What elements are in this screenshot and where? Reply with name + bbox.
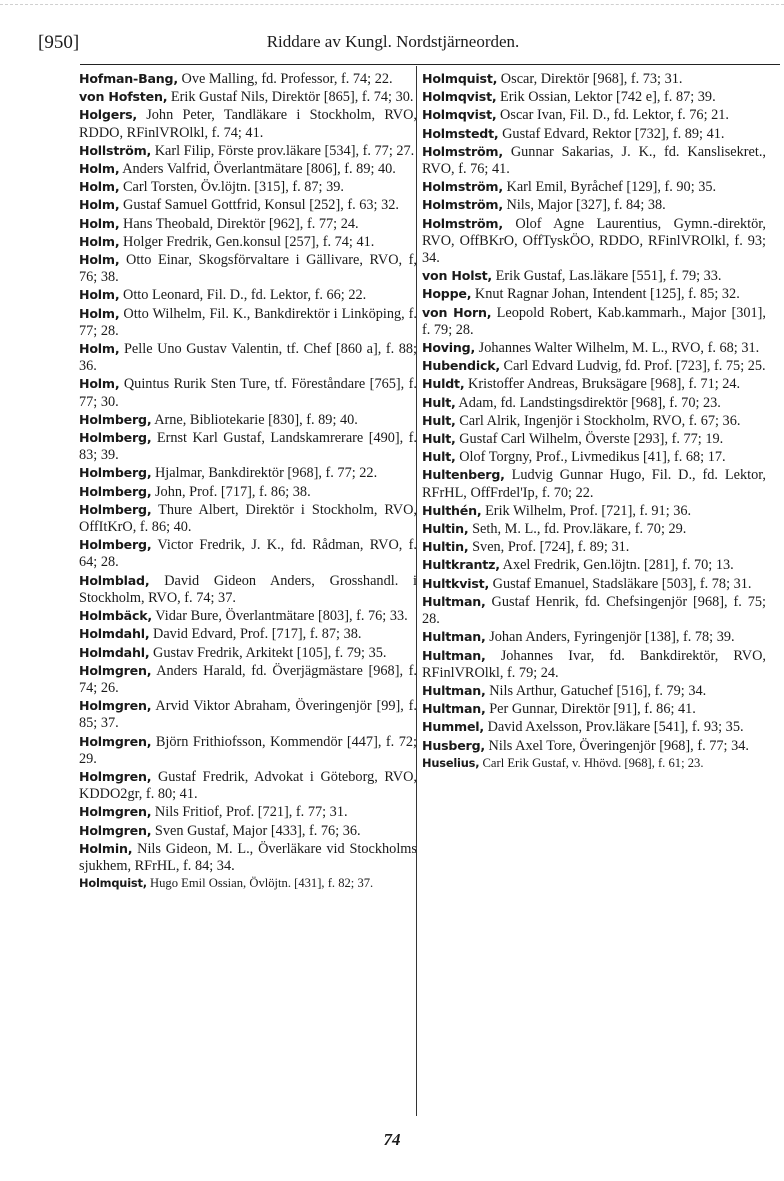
register-entry — [422, 682, 766, 700]
entry-surname: Hofman-Bang, — [79, 71, 178, 86]
register-entry — [79, 607, 417, 625]
entry-details: Axel Fredrik, Gen.löjtn. [281], f. 70; 13. — [499, 557, 734, 574]
register-entry — [422, 88, 766, 106]
register-entry — [79, 840, 417, 875]
register-entry — [79, 178, 417, 196]
entry-details: Victor Fredrik, J. K., fd. Rådman, RVO, f. 64; 28. — [79, 537, 417, 571]
register-entry — [79, 160, 417, 178]
register-entry — [422, 267, 766, 285]
entry-details: Sven, Prof. [724], f. 89; 31. — [468, 539, 630, 556]
register-entry — [422, 357, 766, 375]
entry-surname: Hoving, — [422, 340, 476, 356]
register-entry — [422, 412, 766, 430]
entry-details: Nils Gideon, M. L., Överläkare vid Stockholms sjukhem, RFrHL, f. 84; 34. — [79, 840, 417, 874]
entry-surname: Hultkrantz, — [422, 557, 500, 573]
register-entry — [422, 556, 766, 574]
entry-surname: Hultman, — [422, 593, 486, 609]
entry-details: Arne, Bibliotekarie [830], f. 89; 40. — [151, 411, 358, 428]
entry-details: Johannes Ivar, fd. Bankdirektör, RVO, RFinlVROlkl, f. 79; 24. — [422, 647, 766, 681]
register-entry — [79, 305, 417, 340]
entry-details: Ove Malling, fd. Professor, f. 74; 22. — [177, 71, 393, 87]
entry-surname: Holmgren, — [79, 733, 152, 749]
entry-surname: Hultman, — [422, 647, 486, 663]
register-entry — [79, 70, 417, 88]
entry-details: Otto Einar, Skogsförvaltare i Gällivare, RVO, f, 76; 38. — [79, 252, 417, 286]
header-rule — [80, 64, 780, 65]
register-entry — [79, 340, 417, 375]
running-title: Riddare av Kungl. Nordstjärneorden. — [266, 32, 520, 51]
entry-surname: Holmström, — [422, 179, 503, 195]
register-entry — [422, 339, 766, 357]
entry-details: Otto Wilhelm, Fil. K., Bankdirektör i Linköping, f. 77; 28. — [79, 305, 417, 339]
entry-surname: Holm, — [79, 376, 120, 392]
entry-surname: Hultenberg, — [422, 467, 505, 483]
entry-surname: Hult, — [422, 449, 456, 465]
entry-surname: Holmström, — [422, 143, 503, 159]
entry-surname: Holmin, — [79, 840, 133, 856]
entry-details: Vidar Bure, Överlantmätare [803], f. 76; 33. — [151, 608, 408, 625]
register-entry — [422, 538, 766, 556]
register-entry — [79, 822, 417, 840]
register-entry — [422, 125, 766, 143]
entry-details: Karl Emil, Byråchef [129], f. 90; 35. — [502, 179, 717, 196]
entry-details: Nils, Major [327], f. 84; 38. — [502, 197, 666, 214]
entry-details: Leopold Robert, Kab.kammarh., Major [301], f. 79; 28. — [422, 304, 766, 338]
entry-surname: Holmstedt, — [422, 125, 499, 141]
entry-surname: Holmqvist, — [422, 89, 497, 105]
register-entry — [79, 768, 417, 803]
entry-surname: Holm, — [79, 197, 120, 213]
entry-surname: Hultin, — [422, 521, 469, 537]
entry-surname: Huselius, — [422, 755, 480, 770]
entry-details: Erik Wilhelm, Prof. [721], f. 91; 36. — [481, 502, 692, 519]
register-entry — [79, 536, 417, 571]
entry-details: Karl Filip, Förste prov.läkare [534], f. 77; 27. — [151, 142, 415, 159]
entry-surname: von Hofsten, — [79, 89, 168, 105]
entry-surname: Holmblad, — [79, 572, 150, 588]
register-entry — [79, 429, 417, 464]
entry-surname: Holmberg, — [79, 501, 152, 517]
register-entry — [79, 411, 417, 429]
register-entry — [422, 304, 766, 339]
register-entry — [422, 106, 766, 124]
register-entry — [79, 875, 417, 891]
entry-details: Gunnar Sakarias, J. K., fd. Kanslisekret., RVO, f. 76; 41. — [422, 143, 766, 178]
footer-page-number: 74 — [383, 1130, 401, 1149]
section-page-number: [950] — [38, 32, 80, 53]
entry-details: Anders Valfrid, Överlantmätare [806], f. 89; 40. — [119, 161, 396, 178]
register-entry — [422, 143, 766, 178]
entry-details: Carl Torsten, Öv.löjtn. [315], f. 87; 39. — [119, 179, 344, 196]
entry-surname: Hultkvist, — [422, 575, 490, 591]
entry-details: Carl Alrik, Ingenjör i Stockholm, RVO, f. 67; 36. — [455, 412, 741, 429]
register-entry — [422, 575, 766, 593]
entry-surname: Holm, — [79, 179, 120, 195]
entry-surname: Hult, — [422, 394, 456, 410]
entry-surname: Holm, — [79, 305, 120, 321]
entry-surname: Holmgren, — [79, 768, 152, 784]
entry-details: David Gideon Anders, Grosshandl. i Stockholm, RVO, f. 74; 37. — [79, 572, 417, 606]
entry-details: John, Prof. [717], f. 86; 38. — [151, 483, 311, 500]
entry-surname: Holmberg, — [79, 411, 152, 427]
entry-details: Oscar Ivan, Fil. D., fd. Lektor, f. 76; 21. — [496, 107, 729, 124]
entry-surname: Hummel, — [422, 719, 484, 735]
right-column — [422, 70, 766, 771]
entry-details: Björn Frithiofsson, Kommendör [447], f. 72; 29. — [79, 733, 417, 767]
entry-surname: Hult, — [422, 412, 456, 428]
entry-surname: Hultin, — [422, 539, 469, 555]
entry-surname: Holmgren, — [79, 698, 152, 714]
entry-details: Hugo Emil Ossian, Övlöjtn. [431], f. 82; 37. — [146, 876, 374, 891]
entry-surname: Hoppe, — [422, 286, 472, 302]
entry-details: Gustav Fredrik, Arkitekt [105], f. 79; 35. — [149, 644, 387, 661]
column-divider — [416, 66, 417, 1116]
entry-surname: Holmquist, — [79, 876, 147, 891]
entry-details: Hans Theobald, Direktör [962], f. 77; 24. — [119, 215, 359, 232]
entry-details: Seth, M. L., fd. Prov.läkare, f. 70; 29. — [468, 521, 687, 538]
entry-details: Per Gunnar, Direktör [91], f. 86; 41. — [485, 701, 696, 718]
register-entry — [79, 375, 417, 410]
entry-details: Johan Anders, Fyringenjör [138], f. 78; 39. — [485, 629, 735, 646]
register-entry — [422, 647, 766, 682]
register-entry — [79, 196, 417, 214]
entry-surname: Holm, — [79, 215, 120, 231]
register-entry — [79, 483, 417, 501]
entry-details: Johannes Walter Wilhelm, M. L., RVO, f. 68; 31. — [475, 340, 760, 357]
entry-details: Kristoffer Andreas, Bruksägare [968], f. 71; 24. — [464, 376, 741, 393]
entry-surname: Hubendick, — [422, 358, 500, 374]
register-entry — [79, 625, 417, 643]
register-entry — [422, 375, 766, 393]
entry-details: Quintus Rurik Sten Ture, tf. Föreståndare [765], f. 77; 30. — [79, 376, 417, 410]
entry-details: Gustaf Carl Wilhelm, Överste [293], f. 77; 19. — [455, 431, 724, 448]
entry-surname: Holmqvist, — [422, 107, 497, 123]
register-entry — [422, 502, 766, 520]
entry-surname: Hultman, — [422, 629, 486, 645]
register-entry — [422, 466, 766, 501]
entry-details: Gustaf Emanuel, Stadsläkare [503], f. 78; 31. — [489, 575, 752, 592]
entry-surname: Hultman, — [422, 682, 486, 698]
register-entry — [422, 448, 766, 466]
entry-details: Arvid Viktor Abraham, Överingenjör [99], f. 85; 37. — [79, 698, 417, 732]
register-entry — [422, 178, 766, 196]
entry-surname: Holmberg, — [79, 483, 152, 499]
register-entry — [79, 251, 417, 286]
register-entry — [422, 700, 766, 718]
entry-details: Nils Axel Tore, Överingenjör [968], f. 77; 34. — [484, 737, 749, 754]
register-entry — [79, 501, 417, 536]
entry-surname: Hult, — [422, 431, 456, 447]
entry-surname: Holmgren, — [79, 662, 152, 678]
entry-details: Holger Fredrik, Gen.konsul [257], f. 74; 41. — [119, 233, 375, 250]
entry-surname: von Holst, — [422, 268, 493, 284]
entry-details: Erik Gustaf, Las.läkare [551], f. 79; 33. — [492, 268, 722, 285]
entry-surname: Holmström, — [422, 197, 503, 213]
register-entry — [422, 430, 766, 448]
entry-details: Sven Gustaf, Major [433], f. 76; 36. — [151, 822, 361, 839]
register-entry — [422, 196, 766, 214]
entry-details: Gustaf Samuel Gottfrid, Konsul [252], f. 63; 32. — [119, 197, 399, 214]
register-entry — [422, 628, 766, 646]
register-entry — [422, 285, 766, 303]
entry-surname: Holmbäck, — [79, 608, 152, 624]
page-header — [38, 32, 748, 56]
entry-details: Erik Gustaf Nils, Direktör [865], f. 74; 30. — [167, 89, 414, 106]
entry-details: Oscar, Direktör [968], f. 73; 31. — [497, 71, 683, 87]
entry-surname: Husberg, — [422, 737, 485, 753]
entry-surname: Holmquist, — [422, 71, 498, 86]
entry-details: Erik Ossian, Lektor [742 e], f. 87; 39. — [496, 89, 716, 106]
register-entry — [79, 106, 417, 141]
entry-surname: Holmberg, — [79, 465, 152, 481]
register-entry — [79, 464, 417, 482]
entry-details: Olof Torgny, Prof., Livmedikus [41], f. 68; 17. — [455, 449, 726, 466]
entry-surname: Holm, — [79, 341, 120, 357]
entry-surname: Holmberg, — [79, 537, 152, 553]
entry-details: Hjalmar, Bankdirektör [968], f. 77; 22. — [151, 465, 378, 482]
entry-surname: Holm, — [79, 287, 120, 303]
entry-details: Adam, fd. Landstingsdirektör [968], f. 70; 23. — [455, 394, 721, 411]
entry-details: Nils Arthur, Gatuchef [516], f. 79; 34. — [485, 682, 707, 699]
entry-details: David Axelsson, Prov.läkare [541], f. 93; 35. — [484, 719, 744, 736]
register-entry — [79, 803, 417, 821]
entry-surname: Holmgren, — [79, 822, 152, 838]
register-entry — [422, 593, 766, 628]
register-entry — [79, 233, 417, 251]
register-entry — [422, 737, 766, 755]
entry-details: Anders Harald, fd. Överjägmästare [968], f. 74; 26. — [79, 662, 417, 696]
entry-surname: Huldt, — [422, 376, 465, 392]
entry-details: Gustaf Edvard, Rektor [732], f. 89; 41. — [498, 125, 725, 142]
entry-details: Olof Agne Laurentius, Gymn.-direktör, RVO, OffBKrO, OffTyskÖO, RDDO, RFinlVROlkl, f. 93; 34. — [422, 215, 766, 267]
entry-details: Carl Edvard Ludvig, fd. Prof. [723], f. 75; 25. — [499, 358, 766, 375]
entry-details: David Edvard, Prof. [717], f. 87; 38. — [149, 626, 362, 643]
entry-surname: Holmdahl, — [79, 626, 150, 642]
register-entry — [422, 70, 766, 88]
entry-details: Gustaf Fredrik, Advokat i Göteborg, RVO, KDDO2gr, f. 80; 41. — [79, 768, 417, 803]
register-entry — [79, 662, 417, 697]
register-entry — [79, 572, 417, 607]
entry-surname: Holm, — [79, 252, 120, 268]
register-entry — [79, 286, 417, 304]
entry-surname: Holgers, — [79, 107, 137, 123]
register-entry — [422, 755, 766, 771]
entry-details: Otto Leonard, Fil. D., fd. Lektor, f. 66; 22. — [119, 287, 367, 304]
register-entry — [79, 733, 417, 768]
register-entry — [79, 215, 417, 233]
register-entry — [422, 394, 766, 412]
entry-details: Gustaf Henrik, fd. Chefsingenjör [968], f. 75; 28. — [422, 593, 766, 628]
register-entry — [79, 142, 417, 160]
entry-details: Nils Fritiof, Prof. [721], f. 77; 31. — [151, 804, 348, 821]
register-entry — [422, 718, 766, 736]
register-entry — [422, 520, 766, 538]
scan-edge-line — [0, 4, 784, 5]
entry-details: Thure Albert, Direktör i Stockholm, RVO, OffItKrO, f. 86; 40. — [79, 501, 417, 536]
register-entry — [422, 215, 766, 268]
entry-surname: Holmgren, — [79, 804, 152, 820]
entry-details: Ernst Karl Gustaf, Landskamrerare [490], f. 83; 39. — [79, 430, 417, 464]
entry-surname: Holm, — [79, 233, 120, 249]
entry-details: Carl Erik Gustaf, v. Hhövd. [968], f. 61; 23. — [479, 755, 704, 770]
entry-surname: Hultman, — [422, 701, 486, 717]
entry-surname: Hulthén, — [422, 502, 482, 518]
entry-details: Knut Ragnar Johan, Intendent [125], f. 85; 32. — [471, 286, 740, 303]
entry-details: Ludvig Gunnar Hugo, Fil. D., fd. Lektor, RFrHL, OffFrdel'Ip, f. 70; 22. — [422, 467, 766, 501]
register-entry — [79, 88, 417, 106]
entry-surname: Holmström, — [422, 215, 503, 231]
entry-surname: Holm, — [79, 161, 120, 177]
entry-details: Pelle Uno Gustav Valentin, tf. Chef [860 a], f. 88; 36. — [79, 341, 417, 375]
entry-details: John Peter, Tandläkare i Stockholm, RVO, RDDO, RFinlVROlkl, f. 74; 41. — [79, 107, 417, 141]
entry-surname: Holmdahl, — [79, 644, 150, 660]
left-column — [79, 70, 417, 891]
register-entry — [79, 697, 417, 732]
register-entry — [79, 644, 417, 662]
entry-surname: Hollström, — [79, 142, 152, 158]
entry-surname: von Horn, — [422, 304, 492, 320]
entry-surname: Holmberg, — [79, 430, 152, 446]
